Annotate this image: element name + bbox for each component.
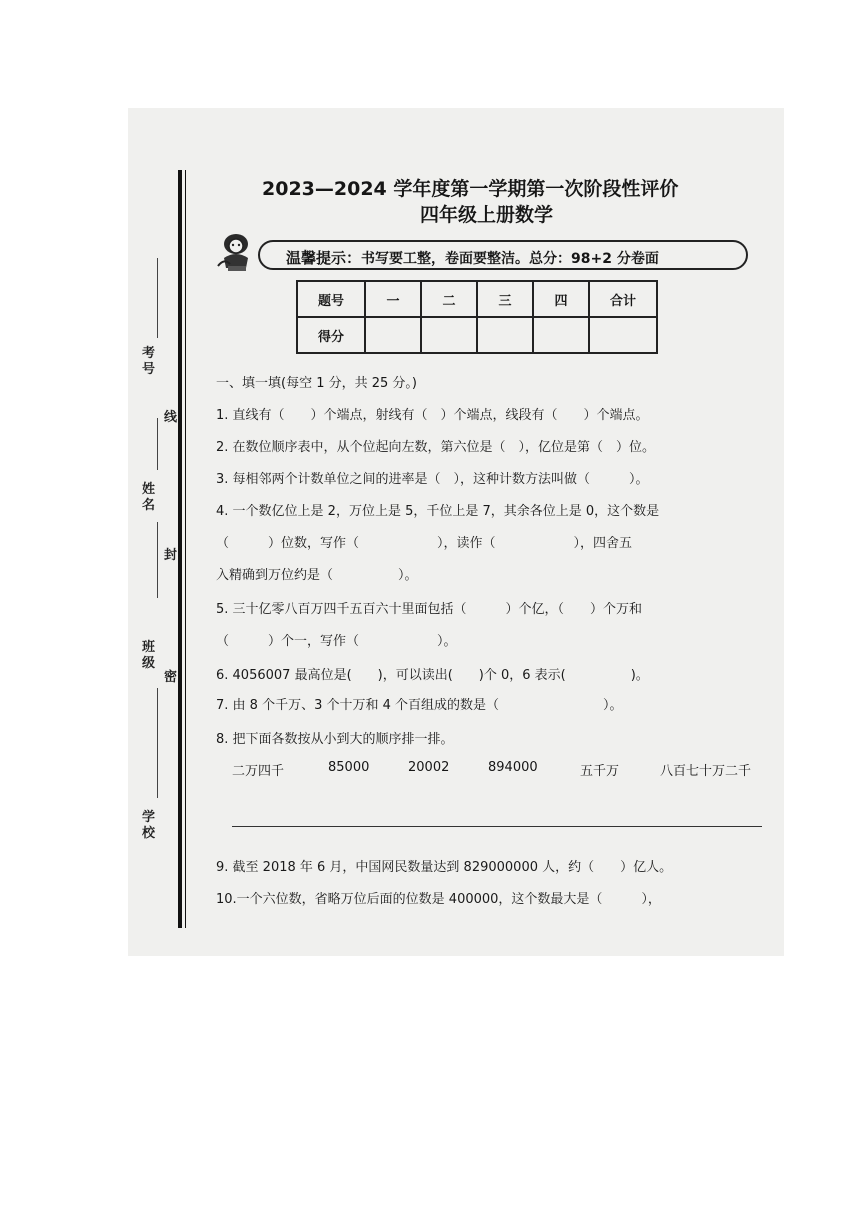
score-input-cell[interactable] [421,317,477,353]
tip-label: 温馨提示： [286,249,362,267]
binding-line-thin [185,170,186,928]
question-8: 8. 把下面各数按从小到大的顺序排一排。 [216,732,454,747]
number-item: 894000 [488,760,538,775]
tip-banner [258,240,748,270]
number-item: 五千万 [580,764,620,779]
score-header-cell: 三 [477,281,533,317]
question-3: 3. 每相邻两个计数单位之间的进率是（ ），这种计数方法叫做（ ）。 [216,472,649,487]
question-7: 7. 由 8 个千万、3 个十万和 4 个百组成的数是（ ）。 [216,698,623,713]
question-10: 10.一个六位数，省略万位后面的位数是 400000，这个数最大是（ ）， [216,892,661,907]
score-header-cell: 题号 [297,281,365,317]
question-4-line-1: 4. 一个数亿位上是 2，万位上是 5，千位上是 7，其余各位上是 0，这个数是 [216,504,660,519]
page-title: 2023—2024 学年度第一学期第一次阶段性评价 [262,178,679,200]
score-input-cell[interactable] [477,317,533,353]
score-input-cell[interactable] [589,317,657,353]
score-header-cell: 四 [533,281,589,317]
number-item: 八百七十万二千 [660,764,752,779]
section-heading: 一、填一填(每空 1 分，共 25 分。) [216,376,417,391]
question-4-line-2: （ ）位数，写作（ ），读作（ ），四舍五 [216,536,633,551]
question-1: 1. 直线有（ ）个端点，射线有（ ）个端点，线段有（ ）个端点。 [216,408,649,423]
binding-line-thick [178,170,182,928]
number-item: 85000 [328,760,370,775]
question-4-line-3: 入精确到万位约是（ ）。 [216,568,418,583]
mark-line: 线 [164,410,178,425]
question-5-line-1: 5. 三十亿零八百万四千五百六十里面包括（ ）个亿，（ ）个万和 [216,602,643,617]
score-header-cell: 一 [365,281,421,317]
score-table-score-row [297,317,657,353]
score-input-cell[interactable] [365,317,421,353]
page-subtitle: 四年级上册数学 [420,204,554,226]
blank-line [157,258,158,338]
tip-text: 书写要工整，卷面要整洁。总分：98+2 分卷面 [361,251,659,267]
score-header-cell: 合计 [589,281,657,317]
question-9: 9. 截至 2018 年 6 月，中国网民数量达到 829000000 人，约（ ）亿人。 [216,860,673,875]
blank-line [157,522,158,598]
field-name: 姓名 [142,482,156,513]
answer-line[interactable] [232,826,762,827]
blank-line [157,418,158,470]
score-header-cell: 二 [421,281,477,317]
field-exam-number: 考号 [142,346,156,377]
number-item: 20002 [408,760,450,775]
score-input-cell[interactable] [533,317,589,353]
score-row-label: 得分 [297,317,365,353]
mascot-icon [214,228,260,274]
score-table [296,280,658,354]
mark-close: 密 [164,670,178,685]
score-table-header-row [297,281,657,317]
field-school: 学校 [142,810,156,841]
blank-line [157,688,158,798]
question-2: 2. 在数位顺序表中，从个位起向左数，第六位是（ ），亿位是第（ ）位。 [216,440,656,455]
field-class: 班级 [142,640,156,671]
question-5-line-2: （ ）个一，写作（ ）。 [216,634,457,649]
question-6: 6. 4056007 最高位是( )，可以读出( )个 0，6 表示( )。 [216,668,649,683]
number-item: 二万四千 [232,764,285,779]
mark-seal: 封 [164,548,178,563]
